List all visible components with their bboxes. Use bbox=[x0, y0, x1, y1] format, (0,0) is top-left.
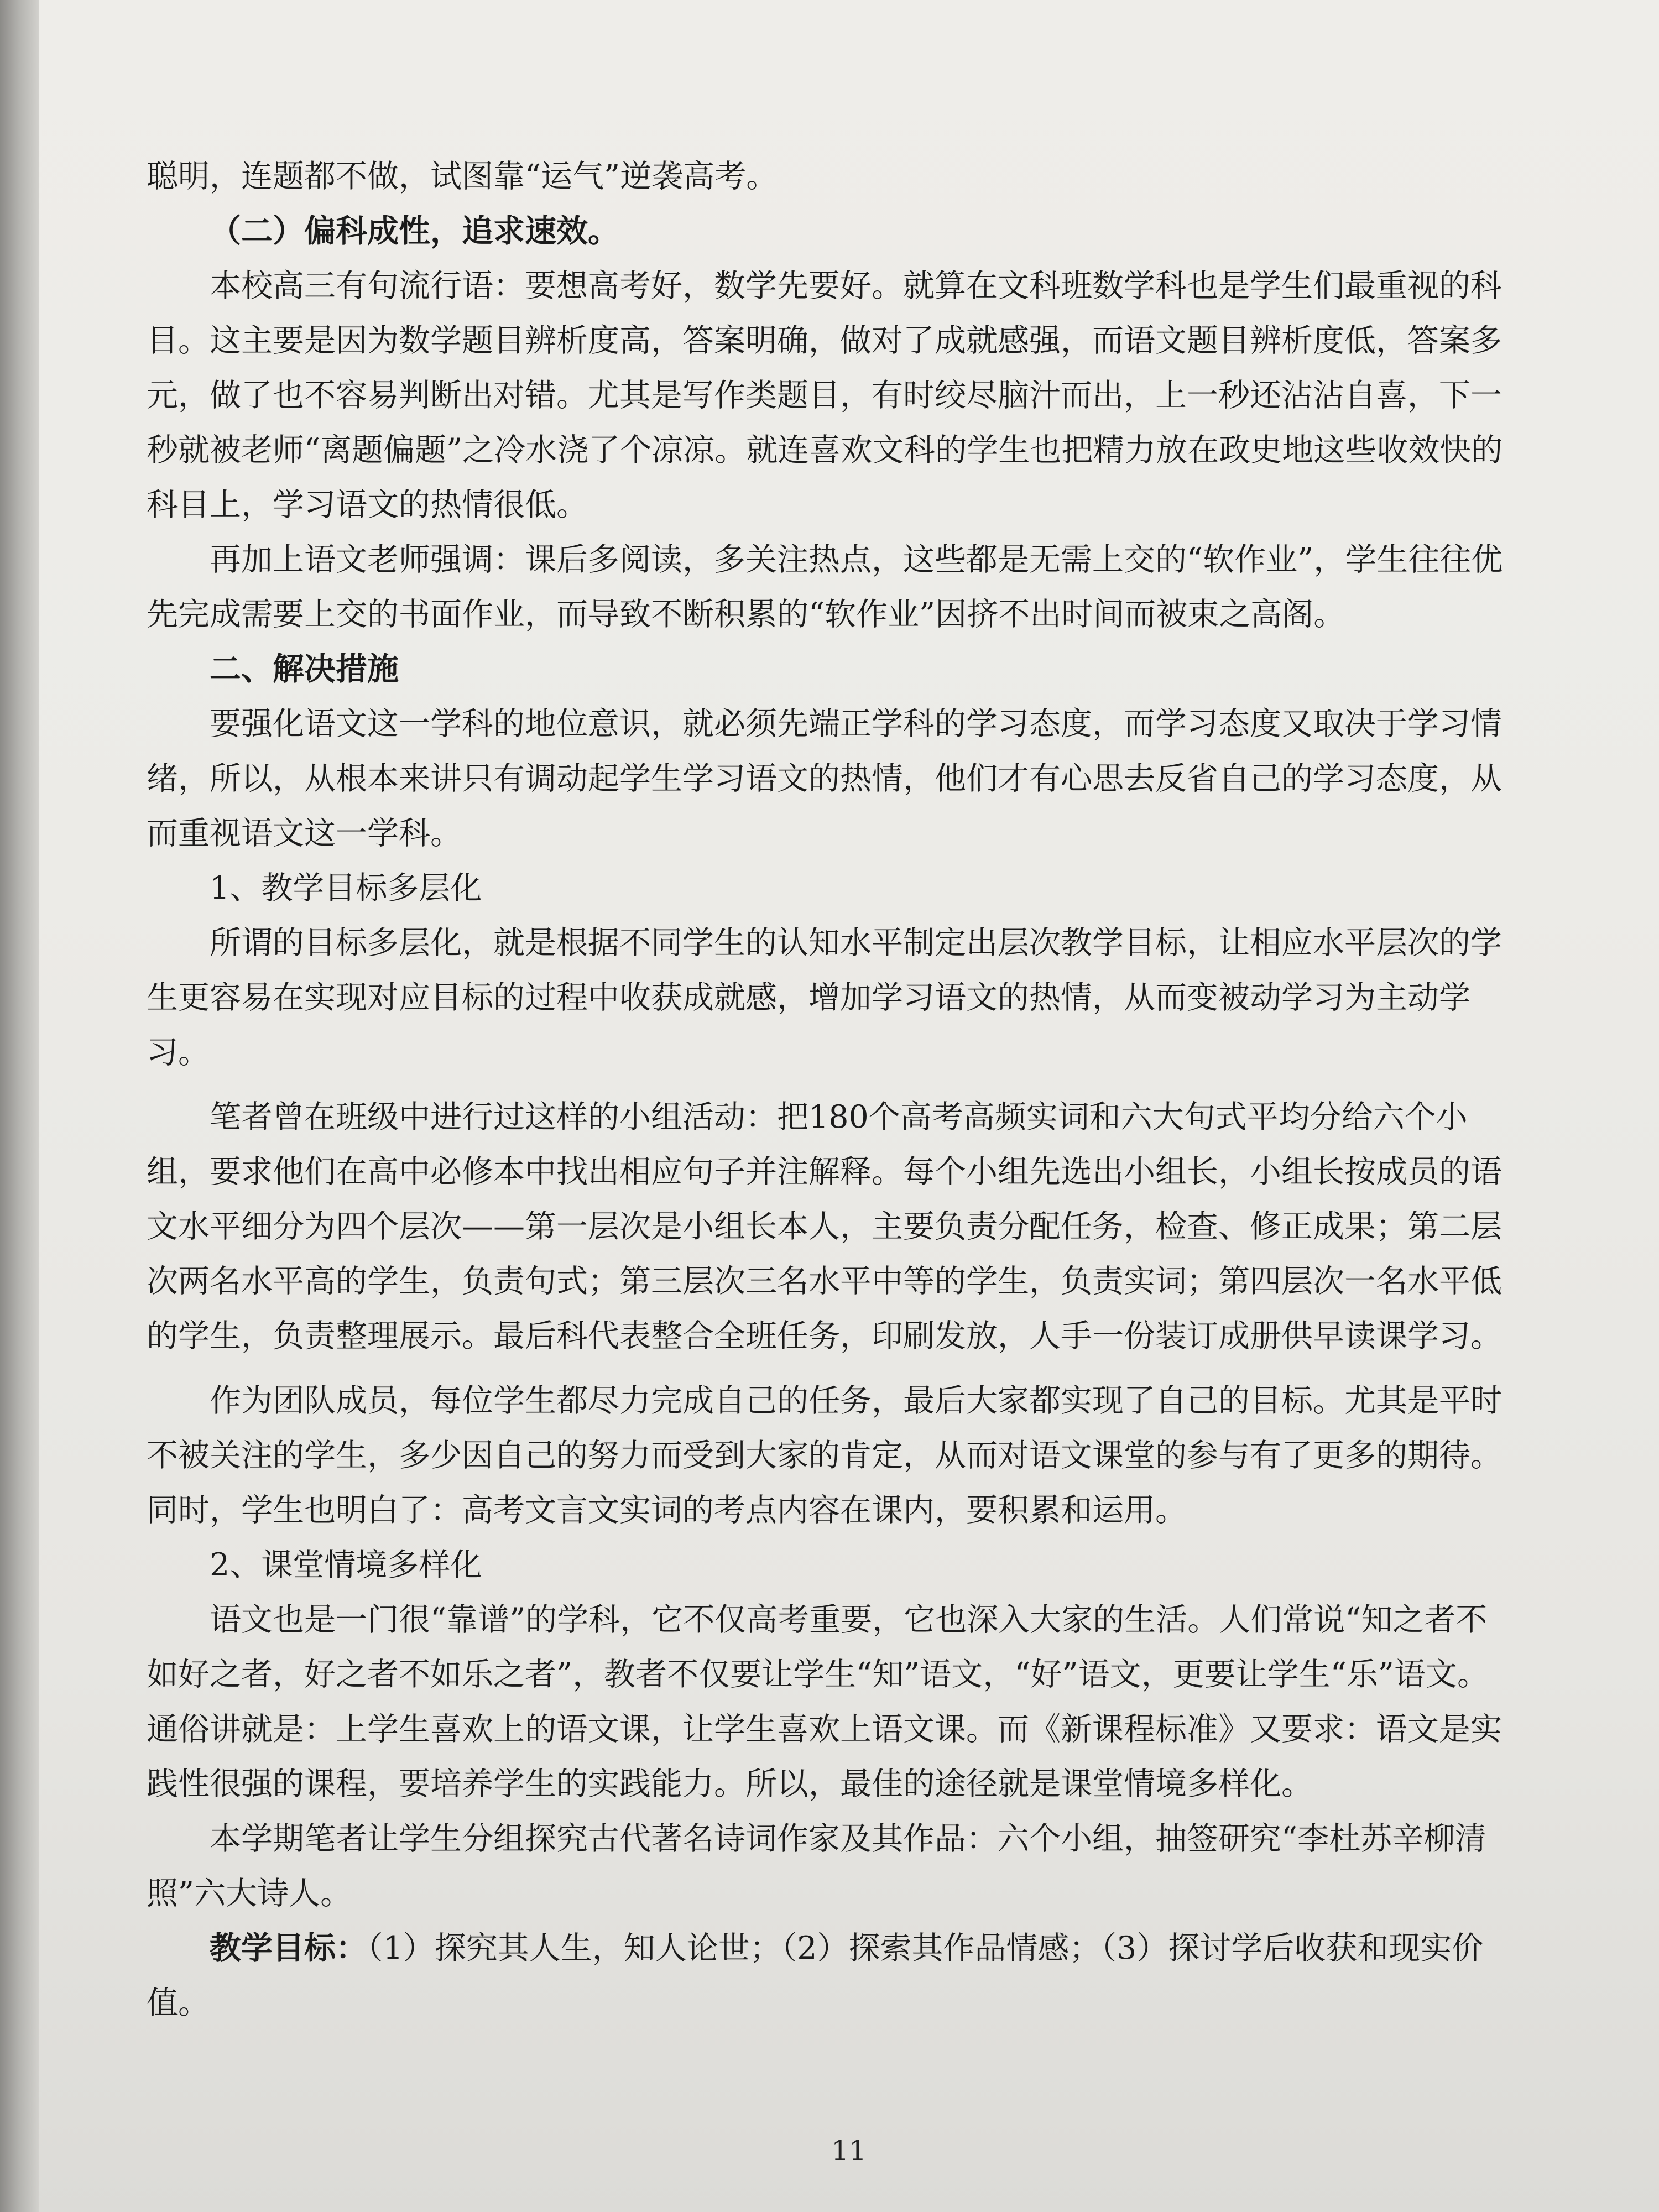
subheading-multilevel-goals: 1、教学目标多层化 bbox=[210, 870, 482, 906]
paragraph-team-members: 作为团队成员，每位学生都尽力完成自己的任务，最后大家都实现了自己的目标。尤其是平时不被关注的学生，多少因自己的努力而受到大家的肯定，从而对语文课堂的参与有了更多的期待。同时，学生也明白了：高考文言文实词的考点内容在课内，要积累和运用。 bbox=[147, 1383, 1502, 1528]
paragraph-reliable-subject: 语文也是一门很“靠谱”的学科，它不仅高考重要，它也深入大家的生活。人们常说“知之者不如好之者，好之者不如乐之者”，教者不仅要让学生“知”语文，“好”语文，更要让学生“乐”语文。通俗讲就是：上学生喜欢上的语文课，让学生喜欢上语文课。而《新课程标准》又要求：语文是实践性很强的课程，要培养学生的实践能力。所以，最佳的途径就是课堂情境多样化。 bbox=[147, 1601, 1502, 1802]
paragraph-continuation: 聪明，连题都不做，试图靠“运气”逆袭高考。 bbox=[147, 158, 778, 195]
teaching-goals-text: （1）探究其人生，知人论世；（2）探索其作品情感；（3）探讨学后收获和现实价值。 bbox=[147, 1930, 1484, 2021]
book-spine bbox=[0, 0, 39, 2212]
paragraph-teaching-goals bbox=[147, 1921, 1507, 2031]
section-heading-solutions: 二、解决措施 bbox=[210, 651, 399, 687]
subheading-partiality: （二）偏科成性，追求速效。 bbox=[210, 213, 619, 249]
paragraph-attitude: 要强化语文这一学科的地位意识，就必须先端正学科的学习态度，而学习态度又取决于学习情绪，所以，从根本来讲只有调动起学生学习语文的热情，他们才有心思去反省自己的学习态度，从而重视语文这一学科。 bbox=[147, 706, 1502, 852]
document-page bbox=[39, 0, 1659, 2212]
paragraph-multilevel-definition: 所谓的目标多层化，就是根据不同学生的认知水平制定出层次教学目标，让相应水平层次的学生更容易在实现对应目标的过程中收获成就感，增加学习语文的热情，从而变被动学习为主动学习。 bbox=[147, 925, 1502, 1071]
paragraph-poet-research: 本学期笔者让学生分组探究古代著名诗词作家及其作品：六个小组，抽签研究“李杜苏辛柳清照”六大诗人。 bbox=[147, 1820, 1487, 1912]
subheading-diverse-contexts: 2、课堂情境多样化 bbox=[210, 1547, 482, 1583]
page-number: 11 bbox=[831, 2135, 867, 2167]
paragraph-soft-homework: 再加上语文老师强调：课后多阅读，多关注热点，这些都是无需上交的“软作业”，学生往往优先完成需要上交的书面作业，而导致不断积累的“软作业”因挤不出时间而被束之高阁。 bbox=[147, 541, 1503, 633]
body-text bbox=[147, 149, 1507, 2031]
paragraph-math-priority: 本校高三有句流行语：要想高考好，数学先要好。就算在文科班数学科也是学生们最重视的科目。这主要是因为数学题目辨析度高，答案明确，做对了成就感强，而语文题目辨析度低，答案多元，做了也不容易判断出对错。尤其是写作类题目，有时绞尽脑汁而出，上一秒还沾沾自喜，下一秒就被老师“离题偏题”之冷水浇了个凉凉。就连喜欢文科的学生也把精力放在政史地这些收效快的科目上，学习语文的热情很低。 bbox=[147, 268, 1503, 523]
teaching-goals-label: 教学目标： bbox=[210, 1930, 367, 1966]
paragraph-group-activity: 笔者曾在班级中进行过这样的小组活动：把180个高考高频实词和六大句式平均分给六个小组，要求他们在高中必修本中找出相应句子并注解释。每个小组先选出小组长，小组长按成员的语文水平细分为四个层次——第一层次是小组长本人，主要负责分配任务，检查、修正成果；第二层次两名水平高的学生，负责句式；第三层次三名水平中等的学生，负责实词；第四层次一名水平低的学生，负责整理展示。最后科代表整合全班任务，印刷发放，人手一份装订成册供早读课学习。 bbox=[147, 1099, 1502, 1354]
